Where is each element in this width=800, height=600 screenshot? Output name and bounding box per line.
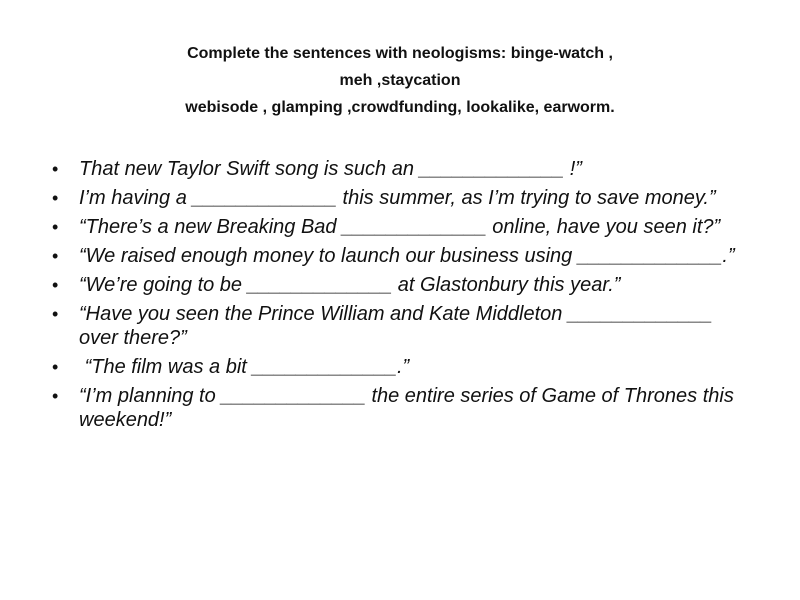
bullet-icon: •: [52, 217, 59, 237]
sentence-text: “The film was a bit _____________.”: [79, 356, 410, 378]
slide-title: [100, 40, 700, 121]
sentence-text: “We raised enough money to launch our business using _____________.”: [79, 245, 735, 267]
sentence-item: [52, 302, 742, 350]
sentence-text: “Have you seen the Prince William and Kate Middleton _____________ over there?”: [79, 303, 713, 349]
bullet-icon: •: [52, 188, 59, 208]
sentence-text: I’m having a _____________ this summer, as I’m trying to save money.”: [79, 187, 716, 209]
sentence-list: [52, 157, 742, 437]
bullet-icon: •: [52, 159, 59, 179]
sentence-text: “There’s a new Breaking Bad _____________ online, have you seen it?”: [79, 216, 721, 238]
sentence-text: “I’m planning to _____________ the entire series of Game of Thrones this weekend!”: [79, 385, 734, 431]
title-line-2: meh ,staycation: [339, 72, 461, 89]
title-line-3: webisode , glamping ,crowdfunding, lookalike, earworm.: [185, 99, 615, 116]
bullet-icon: •: [52, 275, 59, 295]
sentence-item: [52, 186, 742, 210]
bullet-icon: •: [52, 357, 59, 377]
sentence-item: [52, 384, 742, 432]
sentence-item: [52, 157, 742, 181]
sentence-item: [52, 215, 742, 239]
bullet-icon: •: [52, 246, 59, 266]
bullet-icon: •: [52, 304, 59, 324]
sentence-text: “We’re going to be _____________ at Glastonbury this year.”: [79, 274, 621, 296]
title-line-1: Complete the sentences with neologisms: binge-watch ,: [187, 45, 613, 62]
sentence-item: [52, 355, 742, 379]
bullet-icon: •: [52, 386, 59, 406]
sentence-text: That new Taylor Swift song is such an _____________ !”: [79, 158, 582, 180]
sentence-item: [52, 244, 742, 268]
sentence-item: [52, 273, 742, 297]
